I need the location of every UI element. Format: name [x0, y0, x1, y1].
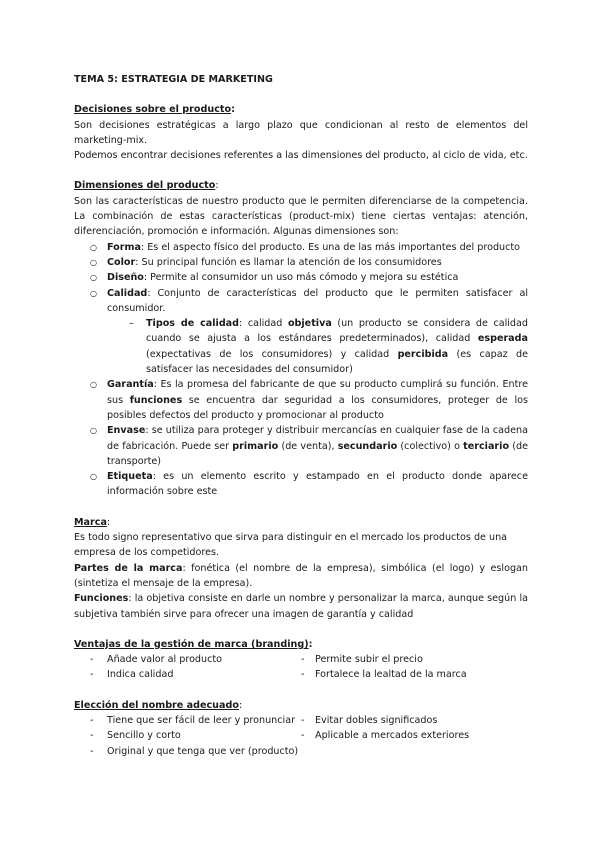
diseno-label: Diseño — [107, 272, 144, 284]
envase-text-4: (de transporte) — [107, 440, 528, 467]
etiqueta-text: : es un elemento escrito y estampado en el producto donde aparece información sobre este — [107, 471, 528, 498]
calidad-sublist — [74, 316, 528, 377]
document-page — [74, 72, 528, 759]
list-item: - Tiene que ser fácil de leer y pronunciar — [74, 713, 301, 728]
decisiones-colon: : — [231, 104, 235, 116]
decisiones-paragraph-2: Podemos encontrar decisiones referentes a las dimensiones del producto, al ciclo de vida, etc. — [74, 150, 528, 162]
funciones-term: funciones — [129, 394, 183, 406]
envase-label: Envase — [107, 425, 146, 437]
decisiones-paragraph-1: Son decisiones estratégicas a largo plazo que condicionan al resto de elementos del marketing-mix. — [74, 119, 528, 146]
calidad-text: : Conjunto de características del producto que le permiten satisfacer al consumidor. — [107, 287, 528, 314]
ventajas-colon: : — [308, 638, 313, 650]
forma-label: Forma — [107, 241, 141, 253]
dimensiones-intro: Son las características de nuestro producto que le permiten diferenciarse de la competencia. La combinación de estas características (product-mix) tiene ciertas ventajas: atención, diferenciación, promoción e información. Algunas dimensiones son: — [74, 195, 528, 238]
section-eleccion — [74, 698, 528, 759]
partes-text: : fonética (el nombre de la empresa), simbólica (el logo) y eslogan (sintetiza el mensaje de la empresa). — [74, 562, 528, 589]
diseno-text: : Permite al consumidor un uso más cómodo y mejora su estética — [143, 272, 459, 284]
list-item: - Indica calidad — [74, 667, 301, 682]
tipos-label: Tipos de calidad — [146, 318, 240, 330]
marca-heading: Marca — [74, 516, 107, 528]
list-item-etiqueta — [74, 469, 528, 500]
ventajas-columns — [74, 652, 528, 683]
terciario-term: terciario — [463, 440, 510, 452]
eleccion-left-column — [74, 713, 301, 759]
list-item-garantia — [74, 377, 528, 423]
garantia-text-2: se encuentra dar seguridad a los consumidores, proteger de los posibles defectos del producto y promocionar al producto — [107, 394, 528, 421]
ventajas-left-column — [74, 652, 301, 683]
eleccion-colon: : — [238, 699, 243, 711]
calidad-label: Calidad — [107, 287, 148, 299]
ventajas-heading: Ventajas de la gestión de marca (branding) — [74, 638, 309, 650]
garantia-label: Garantía — [107, 379, 154, 391]
tipos-text-3: (expectativas de los consumidores) y calidad — [146, 348, 398, 360]
list-item: - Evitar dobles significados — [301, 713, 528, 728]
marca-funciones — [74, 591, 528, 622]
eleccion-columns — [74, 713, 528, 759]
marca-paragraph: Es todo signo representativo que sirva para distinguir en el mercado los productos de una empresa de los competidores. — [74, 532, 508, 559]
section-ventajas — [74, 637, 528, 683]
esperada-term: esperada — [477, 333, 528, 345]
envase-text-2: (de venta), — [278, 440, 338, 452]
decisiones-heading: Decisiones sobre el producto — [74, 104, 232, 116]
list-item: - Fortalece la lealtad de la marca — [301, 667, 528, 682]
list-item: - Añade valor al producto — [74, 652, 301, 667]
eleccion-right-column — [301, 713, 528, 759]
tipos-text-1: : calidad — [239, 318, 288, 330]
dimensiones-list — [74, 240, 528, 316]
funciones-text: : la objetiva consiste en darle un nombre y personalizar la marca, aunque según la subjetiva también sirve para ofrecer una imagen de garantía y calidad — [74, 593, 528, 620]
color-label: Color — [107, 256, 136, 268]
list-item: - Aplicable a mercados exteriores — [301, 728, 528, 743]
list-item-tipos-calidad — [74, 316, 528, 377]
list-item: - Sencillo y corto — [74, 728, 301, 743]
section-decisiones — [74, 102, 528, 163]
list-item: - Original y que tenga que ver (producto) — [74, 744, 301, 759]
tipos-text-4: (es capaz de satisfacer las necesidades del consumidor) — [146, 348, 528, 376]
dimensiones-colon: : — [215, 180, 219, 192]
list-item: - Permite subir el precio — [301, 652, 528, 667]
dimensiones-list-continued — [74, 377, 528, 499]
objetiva-term: objetiva — [287, 318, 332, 330]
marca-partes — [74, 561, 528, 592]
envase-text-1: : se utiliza para proteger y distribuir mercancías en cualquier fase de la cadena de fabricación. Puede ser — [107, 425, 528, 452]
document-title: TEMA 5: ESTRATEGIA DE MARKETING — [74, 74, 273, 85]
dimensiones-heading: Dimensiones del producto — [74, 180, 216, 192]
partes-label: Partes de la marca — [74, 562, 183, 574]
funciones-label: Funciones — [74, 593, 129, 605]
envase-text-3: (colectivo) o — [397, 440, 464, 452]
marca-colon: : — [106, 516, 111, 528]
list-item-envase — [74, 423, 528, 469]
etiqueta-label: Etiqueta — [107, 471, 153, 483]
ventajas-right-column — [301, 652, 528, 683]
forma-text: : Es el aspecto físico del producto. Es una de las más importantes del producto — [140, 241, 521, 253]
section-dimensiones — [74, 178, 528, 499]
primario-term: primario — [232, 440, 279, 452]
list-item-forma — [74, 240, 528, 255]
color-text: : Su principal función es llamar la atención de los consumidores — [135, 256, 442, 268]
list-item-diseno — [74, 270, 528, 285]
percibida-term: percibida — [397, 348, 449, 360]
garantia-text-1: : Es la promesa del fabricante de que su producto cumplirá su función. Entre sus — [107, 379, 528, 406]
tipos-text-2: (un producto se considera de calidad cuando se ajusta a los estándares predeterminados), calidad — [146, 318, 528, 345]
secundario-term: secundario — [337, 440, 398, 452]
eleccion-heading: Elección del nombre adecuado — [74, 699, 239, 711]
list-item-calidad — [74, 286, 528, 317]
section-marca — [74, 515, 528, 622]
list-item-color — [74, 255, 528, 270]
